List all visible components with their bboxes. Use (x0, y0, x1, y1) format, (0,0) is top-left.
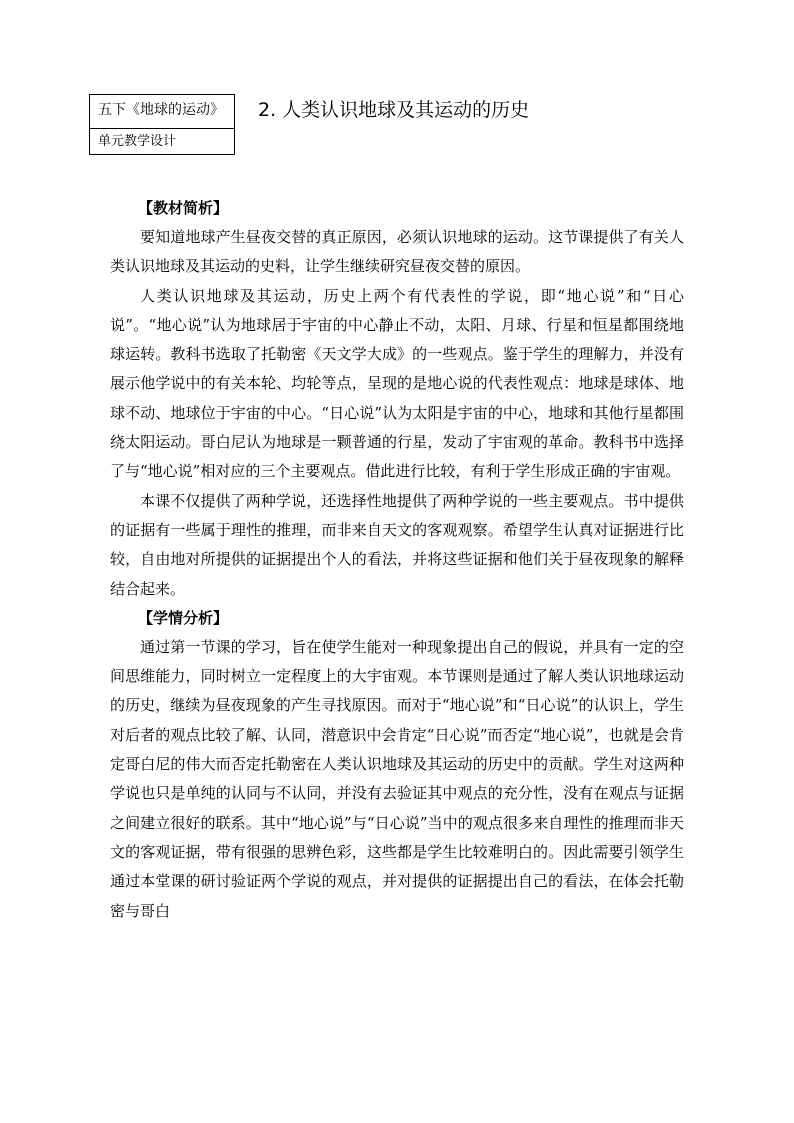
unit-label-box (89, 94, 235, 155)
unit-name: 五下《地球的运动》 (98, 102, 224, 118)
lesson-title: 2. 人类认识地球及其运动的历史 (258, 99, 530, 121)
document-body (110, 194, 684, 926)
paragraph: 要知道地球产生昼夜交替的真正原因，必须认识地球的运动。这节课提供了有关人类认识地球及其运动的史料，让学生继续研究昼夜交替的原因。 (110, 228, 684, 276)
paragraph: 本课不仅提供了两种学说，还选择性地提供了两种学说的一些主要观点。书中提供的证据有一些属于理性的推理，而非来自天文的客观观察。希望学生认真对证据进行比较，自由地对所提供的证据提出个人的看法，并将这些证据和他们关于昼夜现象的解释结合起来。 (110, 491, 684, 598)
section-heading-student-analysis: 【学情分析】 (138, 608, 229, 627)
unit-subtitle: 单元教学设计 (98, 134, 177, 149)
paragraph: 通过第一节课的学习，旨在使学生能对一种现象提出自己的假说，并具有一定的空间思维能力，同时树立一定程度上的大宇宙观。本节课则是通过了解人类认识地球运动的历史，继续为昼夜现象的产生寻找原因。而对于“地心说”和“日心说”的认识上，学生对后者的观点比较了解、认同，潜意识中会肯定“日心说”而否定“地心说”，也就是会肯定哥白尼的伟大而否定托勒密在人类认识地球及其运动的历史中的贡献。学生对这两种学说也只是单纯的认同与不认同，并没有去验证其中观点的充分性，没有在观点与证据之间建立很好的联系。其中“地心说”与“日心说”当中的观点很多来自理性的推理而非天文的客观证据，带有很强的思辨色彩，这些都是学生比较难明白的。因此需要引领学生通过本堂课的研讨验证两个学说的观点，并对提供的证据提出自己的看法，在体会托勒密与哥白 (110, 637, 684, 920)
section-heading-textbook-analysis: 【教材简析】 (138, 199, 229, 217)
paragraph: 人类认识地球及其运动，历史上两个有代表性的学说，即“地心说”和“日心说”。“地心说”认为地球居于宇宙的中心静止不动，太阳、月球、行星和恒星都围绕地球运转。教科书选取了托勒密《天文学大成》的一些观点。鉴于学生的理解力，并没有展示他学说中的有关本轮、均轮等点，呈现的是地心说的代表性观点：地球是球体、地球不动、地球位于宇宙的中心。“日心说”认为太阳是宇宙的中心，地球和其他行星都围绕太阳运动。哥白尼认为地球是一颗普通的行星，发动了宇宙观的革命。教科书中选择了与“地心说”相对应的三个主要观点。借此进行比较，有利于学生形成正确的宇宙观。 (110, 286, 684, 481)
unit-box-divider (90, 128, 234, 129)
